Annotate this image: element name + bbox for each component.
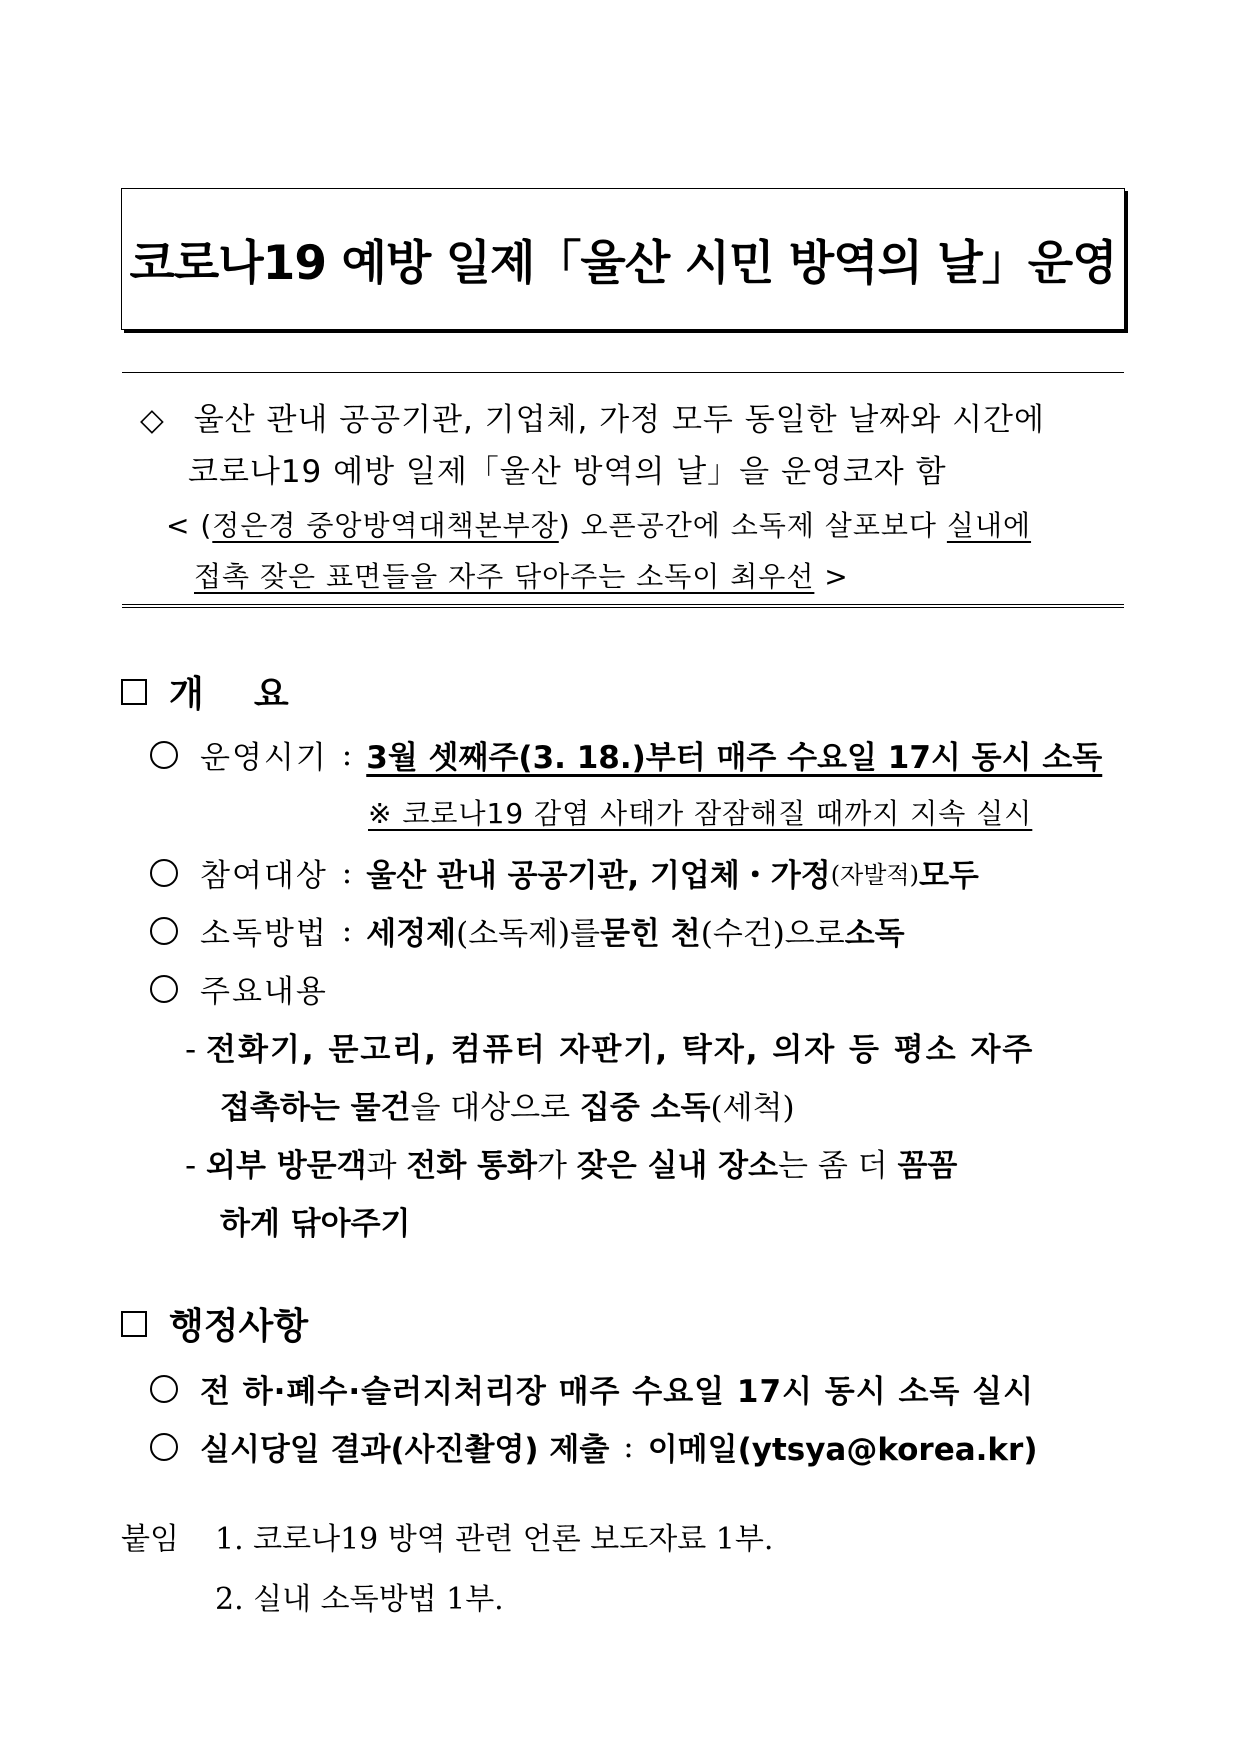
attachment-item-1: 1. 코로나19 방역 관련 언론 보도자료 1부. — [215, 1522, 774, 1557]
summary-quote-2: 접촉 잦은 표면들을 자주 닦아주는 소독이 최우선 > — [194, 560, 849, 593]
diamond-icon: ◇ — [140, 402, 165, 438]
contents-sub-2-line-2: 하게 닦아주기 — [220, 1206, 411, 1242]
summary-quote-1: < (정은경 중앙방역대책본부장) 오픈공간에 소독제 살포보다 실내에 — [166, 509, 1032, 542]
overview-heading: 개 요 — [121, 666, 289, 717]
quote-person: 정은경 중앙방역대책본부장 — [212, 509, 559, 542]
checkbox-square-icon — [121, 679, 147, 705]
contact-email: 이메일(ytsya@korea.kr) — [647, 1432, 1038, 1468]
contents-sub-1-line-2: 접촉하는 물건을 대상으로 집중 소독(세척) — [220, 1090, 795, 1126]
overview-period-note: ※ 코로나19 감염 사태가 잠잠해질 때까지 지속 실시 — [368, 797, 1033, 830]
summary-bottom-rule — [122, 604, 1124, 608]
summary-line-1: ◇ 울산 관내 공공기관, 기업체, 가정 모두 동일한 날짜와 시간에 — [140, 402, 1045, 438]
attachment-label: 붙임 — [121, 1522, 179, 1557]
summary-line-2: 코로나19 예방 일제「울산 방역의 날」을 운영코자 함 — [188, 454, 947, 490]
circle-bullet-icon — [150, 1433, 178, 1461]
circle-bullet-icon — [150, 859, 178, 887]
contents-sub-2-line-1: - 외부 방문객과 전화 통화가 잦은 실내 장소는 좀 더 꼼꼼 — [185, 1148, 958, 1184]
title-box — [121, 188, 1125, 330]
overview-item-contents: 주요내용 — [150, 966, 328, 1011]
checkbox-square-icon — [121, 1311, 147, 1337]
attachment-item-2: 2. 실내 소독방법 1부. — [215, 1582, 504, 1617]
contents-sub-1-line-1: - 전화기, 문고리, 컴퓨터 자판기, 탁자, 의자 등 평소 자주 — [185, 1032, 1035, 1068]
overview-item-method: 소독방법 : 세정제 (소독제)를 묻힌 천 (수건)으로 소독 — [150, 908, 905, 953]
overview-item-period: 운영시기 : 3월 셋째주(3. 18.)부터 매주 수요일 17시 동시 소독 — [150, 732, 1102, 777]
admin-item-1: 전 하·폐수·슬러지처리장 매주 수요일 17시 동시 소독 실시 — [150, 1366, 1034, 1411]
circle-bullet-icon — [150, 975, 178, 1003]
circle-bullet-icon — [150, 741, 178, 769]
admin-heading: 행정사항 — [121, 1298, 308, 1349]
page-title: 코로나19 예방 일제「울산 시민 방역의 날」운영 — [129, 235, 1117, 291]
admin-item-2: 실시당일 결과(사진촬영) 제출 : 이메일(ytsya@korea.kr) — [150, 1424, 1038, 1469]
circle-bullet-icon — [150, 1375, 178, 1403]
overview-item-participants: 참여대상 : 울산 관내 공공기관, 기업체・가정 (자발적) 모두 — [150, 850, 979, 895]
summary-top-rule — [122, 372, 1124, 373]
circle-bullet-icon — [150, 917, 178, 945]
